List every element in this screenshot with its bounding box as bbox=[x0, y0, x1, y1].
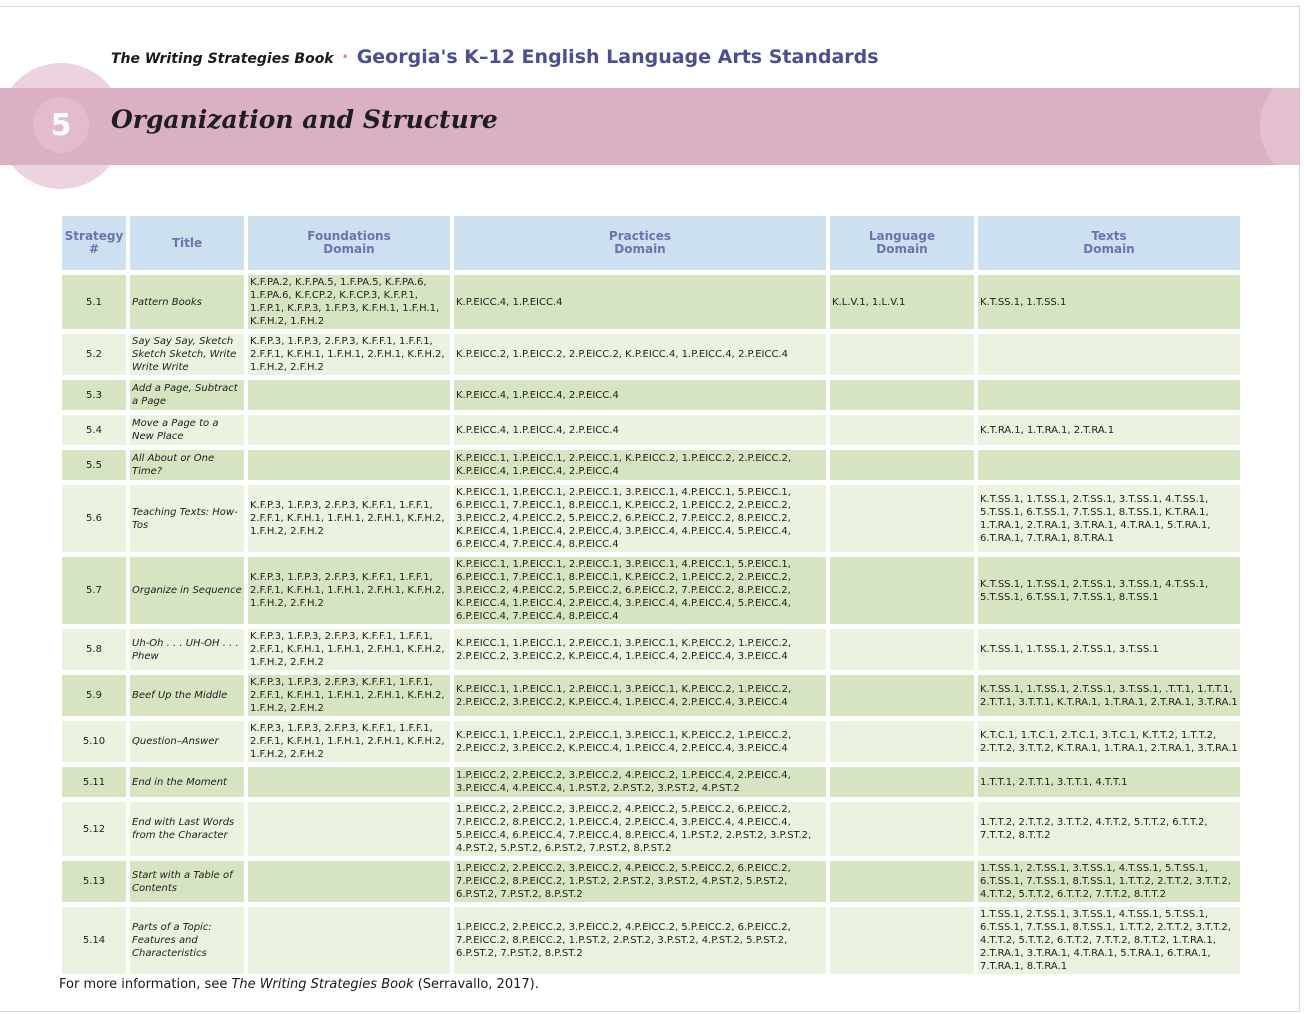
practices-cell: K.P.EICC.4, 1.P.EICC.4, 2.P.EICC.4 bbox=[454, 380, 826, 410]
foundations-cell bbox=[248, 802, 450, 856]
language-cell bbox=[830, 557, 974, 624]
strategy-number: 5.7 bbox=[62, 557, 126, 624]
language-cell bbox=[830, 861, 974, 902]
band-decoration bbox=[1260, 88, 1300, 165]
language-cell bbox=[830, 380, 974, 410]
strategy-title: End in the Moment bbox=[130, 767, 244, 797]
language-cell bbox=[830, 415, 974, 445]
language-cell bbox=[830, 450, 974, 480]
strategy-title: Organize in Sequence bbox=[130, 557, 244, 624]
practices-cell: 1.P.EICC.2, 2.P.EICC.2, 3.P.EICC.2, 4.P.EICC.2, 1.P.EICC.4, 2.P.EICC.4, 3.P.EICC.4, 4.P.EICC.4, 1.P.ST.2, 2.P.ST.2, 3.P.ST.2, 4.P.ST.2 bbox=[454, 767, 826, 797]
texts-cell: K.T.SS.1, 1.T.SS.1, 2.T.SS.1, 3.T.SS.1, .T.T.1, 1.T.T.1, 2.T.T.1, 3.T.T.1, K.T.RA.1, 1.T.RA.1, 2.T.RA.1, 3.T.RA.1 bbox=[978, 675, 1240, 716]
strategy-number: 5.4 bbox=[62, 415, 126, 445]
table-row bbox=[62, 334, 1240, 375]
table-row bbox=[62, 861, 1240, 902]
table-row bbox=[62, 485, 1240, 552]
practices-cell: K.P.EICC.4, 1.P.EICC.4, 2.P.EICC.4 bbox=[454, 415, 826, 445]
foundations-cell bbox=[248, 450, 450, 480]
table-row bbox=[62, 767, 1240, 797]
practices-cell: K.P.EICC.1, 1.P.EICC.1, 2.P.EICC.1, 3.P.EICC.1, K.P.EICC.2, 1.P.EICC.2, 2.P.EICC.2, 3.P.EICC.2, K.P.EICC.4, 1.P.EICC.4, 2.P.EICC.4, 3.P.EICC.4 bbox=[454, 675, 826, 716]
language-cell bbox=[830, 802, 974, 856]
strategy-number: 5.10 bbox=[62, 721, 126, 762]
practices-cell: 1.P.EICC.2, 2.P.EICC.2, 3.P.EICC.2, 4.P.EICC.2, 5.P.EICC.2, 6.P.EICC.2, 7.P.EICC.2, 8.P.EICC.2, 1.P.ST.2, 2.P.ST.2, 3.P.ST.2, 4.P.ST.2, 5.P.ST.2, 6.P.ST.2, 7.P.ST.2, 8.P.ST.2 bbox=[454, 861, 826, 902]
strategy-title: Start with a Table of Contents bbox=[130, 861, 244, 902]
strategy-title: Uh-Oh . . . UH-OH . . . Phew bbox=[130, 629, 244, 670]
texts-cell: K.T.SS.1, 1.T.SS.1, 2.T.SS.1, 3.T.SS.1 bbox=[978, 629, 1240, 670]
foundations-cell bbox=[248, 861, 450, 902]
texts-cell bbox=[978, 450, 1240, 480]
strategy-number: 5.8 bbox=[62, 629, 126, 670]
col-language: Language Domain bbox=[830, 216, 974, 270]
strategy-number: 5.2 bbox=[62, 334, 126, 375]
language-cell: K.L.V.1, 1.L.V.1 bbox=[830, 275, 974, 329]
table-row bbox=[62, 675, 1240, 716]
texts-cell: 1.T.SS.1, 2.T.SS.1, 3.T.SS.1, 4.T.SS.1, 5.T.SS.1, 6.T.SS.1, 7.T.SS.1, 8.T.SS.1, 1.T.T.2, 2.T.T.2, 3.T.T.2, 4.T.T.2, 5.T.T.2, 6.T.T.2, 7.T.T.2, 8.T.T.2, 1.T.RA.1, 2.T.RA.1, 3.T.RA.1, 4.T.RA.1, 5.T.RA.1, 6.T.RA.1, 7.T.RA.1, 8.T.RA.1 bbox=[978, 907, 1240, 974]
footer-note bbox=[59, 977, 539, 992]
strategy-number: 5.12 bbox=[62, 802, 126, 856]
strategy-number: 5.11 bbox=[62, 767, 126, 797]
texts-cell: 1.T.SS.1, 2.T.SS.1, 3.T.SS.1, 4.T.SS.1, 5.T.SS.1, 6.T.SS.1, 7.T.SS.1, 8.T.SS.1, 1.T.T.2, 2.T.T.2, 3.T.T.2, 4.T.T.2, 5.T.T.2, 6.T.T.2, 7.T.T.2, 8.T.T.2 bbox=[978, 861, 1240, 902]
strategy-title: Say Say Say, Sketch Sketch Sketch, Write Write Write bbox=[130, 334, 244, 375]
strategy-title: All About or One Time? bbox=[130, 450, 244, 480]
table-row bbox=[62, 415, 1240, 445]
texts-cell: K.T.RA.1, 1.T.RA.1, 2.T.RA.1 bbox=[978, 415, 1240, 445]
language-cell bbox=[830, 485, 974, 552]
texts-cell: K.T.C.1, 1.T.C.1, 2.T.C.1, 3.T.C.1, K.T.T.2, 1.T.T.2, 2.T.T.2, 3.T.T.2, K.T.RA.1, 1.T.RA.1, 2.T.RA.1, 3.T.RA.1 bbox=[978, 721, 1240, 762]
texts-cell bbox=[978, 380, 1240, 410]
footer-suffix: (Serravallo, 2017). bbox=[413, 977, 539, 992]
table-row bbox=[62, 629, 1240, 670]
foundations-cell bbox=[248, 907, 450, 974]
practices-cell: K.P.EICC.4, 1.P.EICC.4 bbox=[454, 275, 826, 329]
practices-cell: K.P.EICC.1, 1.P.EICC.1, 2.P.EICC.1, 3.P.EICC.1, K.P.EICC.2, 1.P.EICC.2, 2.P.EICC.2, 3.P.EICC.2, K.P.EICC.4, 1.P.EICC.4, 2.P.EICC.4, 3.P.EICC.4 bbox=[454, 721, 826, 762]
foundations-cell: K.F.P.3, 1.F.P.3, 2.F.P.3, K.F.F.1, 1.F.F.1, 2.F.F.1, K.F.H.1, 1.F.H.1, 2.F.H.1, K.F.H.2, 1.F.H.2, 2.F.H.2 bbox=[248, 629, 450, 670]
texts-cell bbox=[978, 334, 1240, 375]
table-row bbox=[62, 802, 1240, 856]
standards-table bbox=[58, 211, 1244, 979]
strategy-title: Move a Page to a New Place bbox=[130, 415, 244, 445]
strategy-title: Add a Page, Subtract a Page bbox=[130, 380, 244, 410]
foundations-cell bbox=[248, 380, 450, 410]
practices-cell: K.P.EICC.1, 1.P.EICC.1, 2.P.EICC.1, 3.P.EICC.1, K.P.EICC.2, 1.P.EICC.2, 2.P.EICC.2, 3.P.EICC.2, K.P.EICC.4, 1.P.EICC.4, 2.P.EICC.4, 3.P.EICC.4 bbox=[454, 629, 826, 670]
foundations-cell: K.F.P.3, 1.F.P.3, 2.F.P.3, K.F.F.1, 1.F.F.1, 2.F.F.1, K.F.H.1, 1.F.H.1, 2.F.H.1, K.F.H.2, 1.F.H.2, 2.F.H.2 bbox=[248, 334, 450, 375]
table-row bbox=[62, 275, 1240, 329]
strategy-title: Parts of a Topic: Features and Characteristics bbox=[130, 907, 244, 974]
foundations-cell: K.F.P.3, 1.F.P.3, 2.F.P.3, K.F.F.1, 1.F.F.1, 2.F.F.1, K.F.H.1, 1.F.H.1, 2.F.H.1, K.F.H.2, 1.F.H.2, 2.F.H.2 bbox=[248, 557, 450, 624]
strategy-title: Pattern Books bbox=[130, 275, 244, 329]
footer-book-title: The Writing Strategies Book bbox=[231, 977, 414, 992]
strategy-number: 5.1 bbox=[62, 275, 126, 329]
language-cell bbox=[830, 675, 974, 716]
footer-prefix: For more information, see bbox=[59, 977, 232, 992]
language-cell bbox=[830, 767, 974, 797]
strategy-number: 5.14 bbox=[62, 907, 126, 974]
chapter-title: Organization and Structure bbox=[111, 105, 498, 134]
texts-cell: K.T.SS.1, 1.T.SS.1, 2.T.SS.1, 3.T.SS.1, 4.T.SS.1, 5.T.SS.1, 6.T.SS.1, 7.T.SS.1, 8.T.SS.1 bbox=[978, 557, 1240, 624]
page-header bbox=[111, 46, 879, 68]
practices-cell: 1.P.EICC.2, 2.P.EICC.2, 3.P.EICC.2, 4.P.EICC.2, 5.P.EICC.2, 6.P.EICC.2, 7.P.EICC.2, 8.P.EICC.2, 1.P.ST.2, 2.P.ST.2, 3.P.ST.2, 4.P.ST.2, 5.P.ST.2, 6.P.ST.2, 7.P.ST.2, 8.P.ST.2 bbox=[454, 907, 826, 974]
strategy-title: End with Last Words from the Character bbox=[130, 802, 244, 856]
strategy-title: Teaching Texts: How-Tos bbox=[130, 485, 244, 552]
strategy-number: 5.5 bbox=[62, 450, 126, 480]
strategy-number: 5.3 bbox=[62, 380, 126, 410]
strategy-number: 5.13 bbox=[62, 861, 126, 902]
practices-cell: K.P.EICC.1, 1.P.EICC.1, 2.P.EICC.1, K.P.EICC.2, 1.P.EICC.2, 2.P.EICC.2, K.P.EICC.4, 1.P.EICC.4, 2.P.EICC.4 bbox=[454, 450, 826, 480]
col-title: Title bbox=[130, 216, 244, 270]
table-row bbox=[62, 907, 1240, 974]
language-cell bbox=[830, 334, 974, 375]
foundations-cell bbox=[248, 415, 450, 445]
table-row bbox=[62, 450, 1240, 480]
strategy-number: 5.6 bbox=[62, 485, 126, 552]
table-header bbox=[62, 216, 1240, 270]
language-cell bbox=[830, 907, 974, 974]
practices-cell: 1.P.EICC.2, 2.P.EICC.2, 3.P.EICC.2, 4.P.EICC.2, 5.P.EICC.2, 6.P.EICC.2, 7.P.EICC.2, 8.P.EICC.2, 1.P.EICC.4, 2.P.EICC.4, 3.P.EICC.4, 4.P.EICC.4, 5.P.EICC.4, 6.P.EICC.4, 7.P.EICC.4, 8.P.EICC.4, 1.P.ST.2, 2.P.ST.2, 3.P.ST.2, 4.P.ST.2, 5.P.ST.2, 6.P.ST.2, 7.P.ST.2, 8.P.ST.2 bbox=[454, 802, 826, 856]
practices-cell: K.P.EICC.1, 1.P.EICC.1, 2.P.EICC.1, 3.P.EICC.1, 4.P.EICC.1, 5.P.EICC.1, 6.P.EICC.1, 7.P.EICC.1, 8.P.EICC.1, K.P.EICC.2, 1.P.EICC.2, 2.P.EICC.2, 3.P.EICC.2, 4.P.EICC.2, 5.P.EICC.2, 6.P.EICC.2, 7.P.EICC.2, 8.P.EICC.2, K.P.EICC.4, 1.P.EICC.4, 2.P.EICC.4, 3.P.EICC.4, 4.P.EICC.4, 5.P.EICC.4, 6.P.EICC.4, 7.P.EICC.4, 8.P.EICC.4 bbox=[454, 485, 826, 552]
foundations-cell: K.F.P.3, 1.F.P.3, 2.F.P.3, K.F.F.1, 1.F.F.1, 2.F.F.1, K.F.H.1, 1.F.H.1, 2.F.H.1, K.F.H.2, 1.F.H.2, 2.F.H.2 bbox=[248, 721, 450, 762]
foundations-cell: K.F.P.3, 1.F.P.3, 2.F.P.3, K.F.F.1, 1.F.F.1, 2.F.F.1, K.F.H.1, 1.F.H.1, 2.F.H.1, K.F.H.2, 1.F.H.2, 2.F.H.2 bbox=[248, 675, 450, 716]
standards-title: Georgia's K–12 English Language Arts Standards bbox=[356, 46, 879, 68]
practices-cell: K.P.EICC.2, 1.P.EICC.2, 2.P.EICC.2, K.P.EICC.4, 1.P.EICC.4, 2.P.EICC.4 bbox=[454, 334, 826, 375]
texts-cell: K.T.SS.1, 1.T.SS.1, 2.T.SS.1, 3.T.SS.1, 4.T.SS.1, 5.T.SS.1, 6.T.SS.1, 7.T.SS.1, 8.T.SS.1, K.T.RA.1, 1.T.RA.1, 2.T.RA.1, 3.T.RA.1, 4.T.RA.1, 5.T.RA.1, 6.T.RA.1, 7.T.RA.1, 8.T.RA.1 bbox=[978, 485, 1240, 552]
table-row bbox=[62, 380, 1240, 410]
practices-cell: K.P.EICC.1, 1.P.EICC.1, 2.P.EICC.1, 3.P.EICC.1, 4.P.EICC.1, 5.P.EICC.1, 6.P.EICC.1, 7.P.EICC.1, 8.P.EICC.1, K.P.EICC.2, 1.P.EICC.2, 2.P.EICC.2, 3.P.EICC.2, 4.P.EICC.2, 5.P.EICC.2, 6.P.EICC.2, 7.P.EICC.2, 8.P.EICC.2, K.P.EICC.4, 1.P.EICC.4, 2.P.EICC.4, 3.P.EICC.4, 4.P.EICC.4, 5.P.EICC.4, 6.P.EICC.4, 7.P.EICC.4, 8.P.EICC.4 bbox=[454, 557, 826, 624]
strategy-number: 5.9 bbox=[62, 675, 126, 716]
texts-cell: 1.T.T.1, 2.T.T.1, 3.T.T.1, 4.T.T.1 bbox=[978, 767, 1240, 797]
table-row bbox=[62, 557, 1240, 624]
col-foundations: Foundations Domain bbox=[248, 216, 450, 270]
strategy-title: Question–Answer bbox=[130, 721, 244, 762]
header-separator: • bbox=[341, 50, 349, 64]
foundations-cell bbox=[248, 767, 450, 797]
texts-cell: K.T.SS.1, 1.T.SS.1 bbox=[978, 275, 1240, 329]
table-row bbox=[62, 721, 1240, 762]
book-title: The Writing Strategies Book bbox=[111, 51, 334, 67]
chapter-number: 5 bbox=[33, 97, 89, 153]
col-texts: Texts Domain bbox=[978, 216, 1240, 270]
col-strategy: Strategy # bbox=[62, 216, 126, 270]
language-cell bbox=[830, 629, 974, 670]
strategy-title: Beef Up the Middle bbox=[130, 675, 244, 716]
language-cell bbox=[830, 721, 974, 762]
foundations-cell: K.F.P.3, 1.F.P.3, 2.F.P.3, K.F.F.1, 1.F.F.1, 2.F.F.1, K.F.H.1, 1.F.H.1, 2.F.H.1, K.F.H.2, 1.F.H.2, 2.F.H.2 bbox=[248, 485, 450, 552]
texts-cell: 1.T.T.2, 2.T.T.2, 3.T.T.2, 4.T.T.2, 5.T.T.2, 6.T.T.2, 7.T.T.2, 8.T.T.2 bbox=[978, 802, 1240, 856]
col-practices: Practices Domain bbox=[454, 216, 826, 270]
foundations-cell: K.F.PA.2, K.F.PA.5, 1.F.PA.5, K.F.PA.6, 1.F.PA.6, K.F.CP.2, K.F.CP.3, K.F.P.1, 1.F.P.1, K.F.P.3, 1.F.P.3, K.F.H.1, 1.F.H.1, K.F.H.2, 1.F.H.2 bbox=[248, 275, 450, 329]
